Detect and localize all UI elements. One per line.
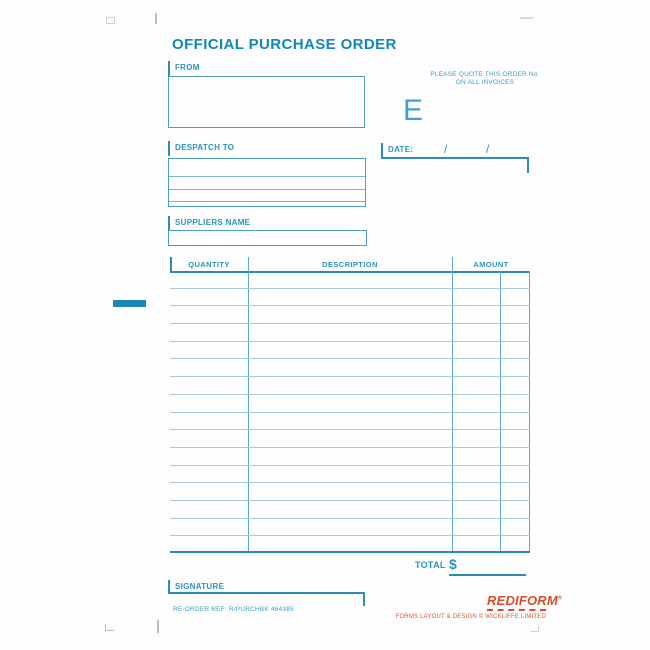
registration-mark-top-right	[520, 17, 533, 19]
despatch-writing-line	[169, 189, 365, 190]
date-underline	[381, 157, 529, 159]
despatch-label-bracket	[168, 141, 170, 156]
form-title: OFFICIAL PURCHASE ORDER	[172, 36, 397, 53]
table-row	[170, 483, 530, 501]
from-address-box	[168, 76, 365, 128]
signature-box-right-edge	[363, 592, 365, 606]
color-registration-bar	[113, 300, 146, 307]
quote-note-line1: PLEASE QUOTE THIS ORDER No.	[430, 71, 540, 78]
column-header-description: DESCRIPTION	[322, 260, 378, 269]
registration-mark-bottom-left	[105, 624, 114, 631]
items-table-rows	[170, 271, 530, 553]
column-header-amount: AMOUNT	[473, 260, 509, 269]
table-row	[170, 430, 530, 448]
table-row	[170, 413, 530, 431]
from-label-bracket	[168, 61, 170, 77]
suppliers-name-box	[168, 230, 367, 246]
table-row	[170, 377, 530, 395]
reorder-reference: RE-ORDER REF: R/PURCHBK 464385	[173, 606, 294, 613]
signature-label: SIGNATURE	[175, 582, 225, 591]
suppliers-label: SUPPLIERS NAME	[175, 218, 251, 227]
despatch-writing-line	[169, 201, 365, 202]
table-row	[170, 395, 530, 413]
registered-trademark-symbol: ®	[557, 595, 562, 602]
table-bottom-rule	[170, 551, 530, 553]
total-label: TOTAL	[415, 560, 446, 570]
table-row	[170, 501, 530, 519]
items-table	[170, 257, 530, 553]
total-underline	[449, 574, 526, 576]
table-row	[170, 271, 530, 289]
table-row	[170, 289, 530, 307]
brand-name: REDIFORM	[487, 593, 558, 608]
table-row	[170, 359, 530, 377]
date-slash-1: /	[444, 142, 448, 156]
table-row	[170, 306, 530, 324]
from-label: FROM	[175, 63, 200, 72]
date-slash-2: /	[486, 142, 490, 156]
series-letter: E	[403, 94, 424, 127]
quote-note	[423, 71, 547, 87]
table-row	[170, 324, 530, 342]
total-currency-symbol: $	[449, 556, 457, 572]
date-label-bracket	[381, 143, 383, 158]
design-credit: FORMS LAYOUT & DESIGN © WICKLIFFE LIMITED	[395, 614, 546, 620]
table-row	[170, 519, 530, 537]
table-row	[170, 448, 530, 466]
quote-note-line2: ON ALL INVOICES	[455, 79, 515, 86]
registration-mark-bottom-right	[531, 626, 539, 632]
date-box-right-edge	[527, 157, 529, 173]
signature-top-rule	[168, 592, 365, 594]
registration-mark-top-left	[106, 17, 115, 24]
registration-tick-top	[155, 13, 157, 24]
date-label: DATE:	[388, 145, 414, 154]
despatch-address-box	[168, 158, 366, 207]
table-row	[170, 466, 530, 484]
despatch-label: DESPATCH TO	[175, 143, 235, 152]
rediform-logo	[487, 593, 562, 608]
rediform-logo-underline	[487, 609, 546, 611]
table-row	[170, 342, 530, 360]
registration-tick-bottom	[157, 620, 159, 633]
despatch-writing-line	[169, 176, 365, 177]
suppliers-label-bracket	[168, 216, 170, 230]
column-header-quantity: QUANTITY	[188, 260, 230, 269]
